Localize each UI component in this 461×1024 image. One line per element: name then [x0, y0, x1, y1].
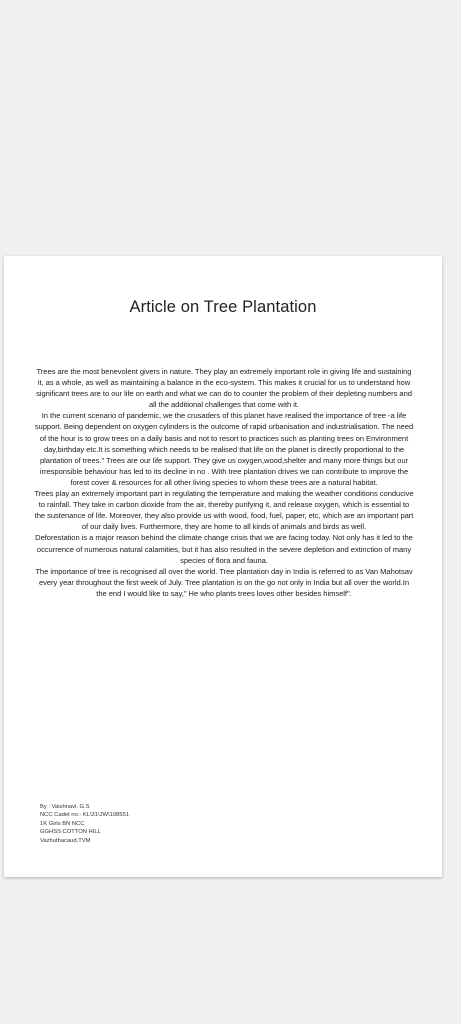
cadet-number: NCC Cadet no.- KL\31\JW\108551: [40, 812, 129, 819]
author-signature-block: [40, 803, 129, 845]
article-body: [34, 366, 414, 599]
paragraph-conclusion: The importance of tree is recognised all over the world. Tree plantation day in India is referred to as Van Mahotsav every year throughout the first week of July. Tree plantation is on the go not only in India but all over the world.In the end I would like to say," He who plants trees loves other besides himself".: [35, 566, 413, 598]
unit-name: 1K Girls BN NCC: [40, 820, 85, 827]
paragraph-deforestation: Deforestation is a major reason behind the climate change crisis that we are facing today. Not only has it led to the occurrence of numerous natural calamities, but it has also resulted in the severe depletion and extinction of many species of flora and fauna.: [35, 533, 413, 565]
location: Vazhuthacaud,TVM: [40, 837, 91, 844]
school-name: GGHSS COTTON HILL: [40, 829, 101, 836]
article-title: Article on Tree Plantation: [129, 298, 317, 316]
paragraph-climate: Trees play an extremely important part in regulating the temperature and making the weather conditions conducive to rainfall. They take in carbon dioxide from the air, thereby purifying it, and release oxygen, which is essential to the sustenance of life. Moreover, they also provide us with wood, food, fuel, paper, etc, which are an important part of our daily lives. Furthermore, they are home to all kinds of animals and birds as well.: [34, 489, 414, 532]
paragraph-intro: Trees are the most benevolent givers in nature. They play an extremely important role in giving life and sustaining it, as a whole, as well as maintaining a balance in the eco-system. This makes it crucial for us to understand how significant trees are to our life on earth and what we can do to counter the problem of their depleting numbers and all the additional challenges that come with it.: [36, 367, 412, 410]
document-page: [4, 256, 442, 877]
author-name: By : Vaishnavi. G.S: [40, 804, 90, 810]
paragraph-pandemic: In the current scenario of pandemic, we the crusaders of this planet have realised the importance of tree -a life support. Being dependent on oxygen cylinders is the outcome of rapid urbanisation and industrialisation. The need of the hour is to grow trees on a daily basis and not to resort to practices such as planting trees on Environment day,birthday etc.It is something which needs to be realised that life on the planet is directly proportional to the plantation of trees." Trees are our life support. They give us oxygen,wood,shelter and many more things but our irresponsible behaviour has led to its decline in no . With tree plantation drives we can contribute to improve the forest cover & resources for all other living species to whom these trees are a natural habitat.: [34, 411, 414, 487]
